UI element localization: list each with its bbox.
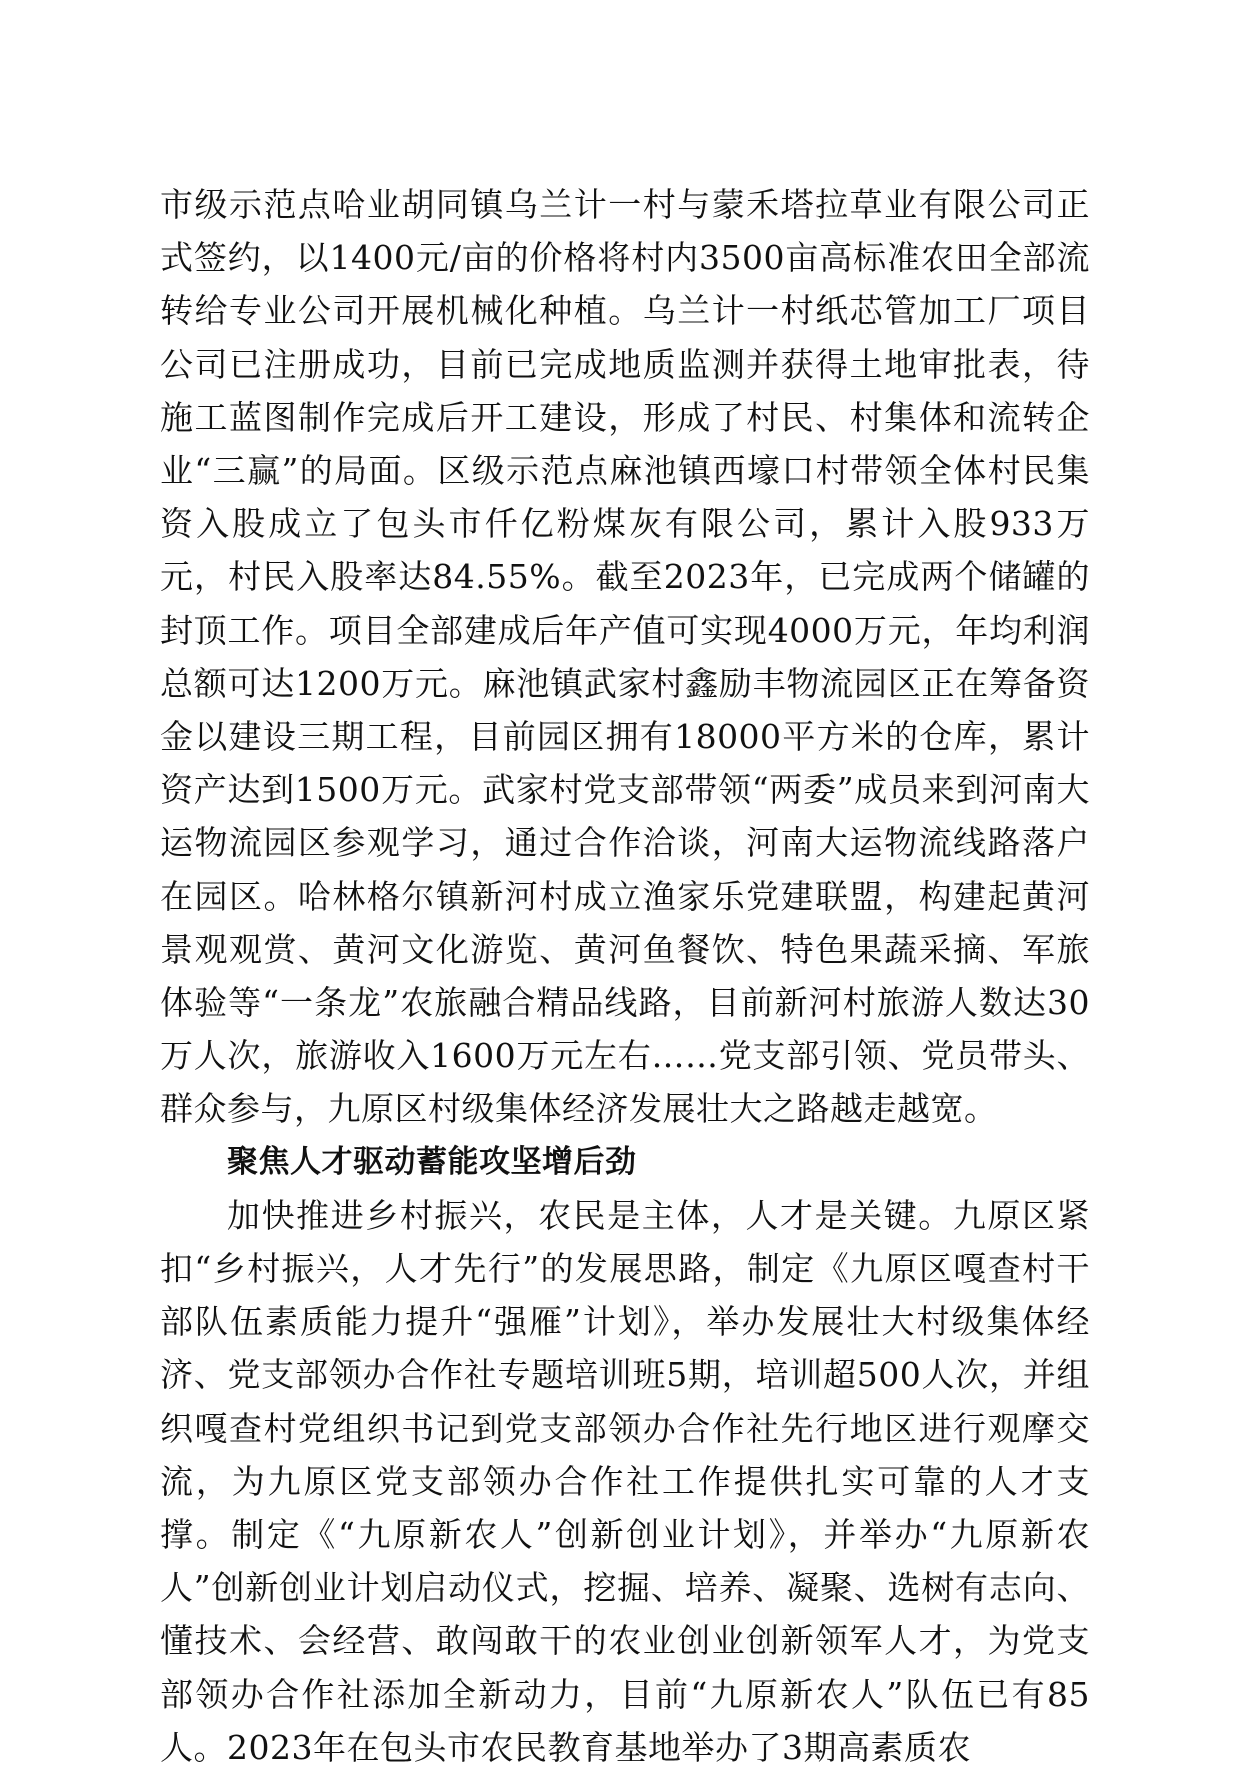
section-heading-talent: 聚焦人才驱动蓄能攻坚增后劲 [227,1143,637,1180]
body-paragraph-talent: 加快推进乡村振兴，农民是主体，人才是关键。九原区紧扣“乡村振兴，人才先行”的发展思路，制定《九原区嘎查村干部队伍素质能力提升“强雁”计划》，举办发展壮大村级集体经济、党支部领办合作社专题培训班5期，培训超500人次，并组织嘎查村党组织书记到党支部领办合作社先行地区进行观摩交流，为九原区党支部领办合作社工作提供扎实可靠的人才支撑。制定《“九原新农人”创新创业计划》，并举办“九原新农人”创新创业计划启动仪式，挖掘、培养、凝聚、选树有志向、懂技术、会经营、敢闯敢干的农业创业创新领军人才，为党支部领办合作社添加全新动力，目前“九原新农人”队伍已有85人。2023年在包头市农民教育基地举办了3期高素质农 [160,1195,1090,1767]
document-body [160,178,1090,1774]
body-paragraph-village-economy: 市级示范点哈业胡同镇乌兰计一村与蒙禾塔拉草业有限公司正式签约，以1400元/亩的价格将村内3500亩高标准农田全部流转给专业公司开展机械化种植。乌兰计一村纸芯管加工厂项目公司已注册成功，目前已完成地质监测并获得土地审批表，待施工蓝图制作完成后开工建设，形成了村民、村集体和流转企业“三赢”的局面。区级示范点麻池镇西壕口村带领全体村民集资入股成立了包头市仟亿粉煤灰有限公司，累计入股933万元，村民入股率达84.55%。截至2023年，已完成两个储罐的封顶工作。项目全部建成后年产值可实现4000万元，年均利润总额可达1200万元。麻池镇武家村鑫励丰物流园区正在筹备资金以建设三期工程，目前园区拥有18000平方米的仓库，累计资产达到1500万元。武家村党支部带领“两委”成员来到河南大运物流园区参观学习，通过合作洽谈，河南大运物流线路落户在园区。哈林格尔镇新河村成立渔家乐党建联盟，构建起黄河景观观赏、黄河文化游览、黄河鱼餐饮、特色果蔬采摘、军旅体验等“一条龙”农旅融合精品线路，目前新河村旅游人数达30万人次，旅游收入1600万元左右……党支部引领、党员带头、群众参与，九原区村级集体经济发展壮大之路越走越宽。 [160,185,1090,1129]
